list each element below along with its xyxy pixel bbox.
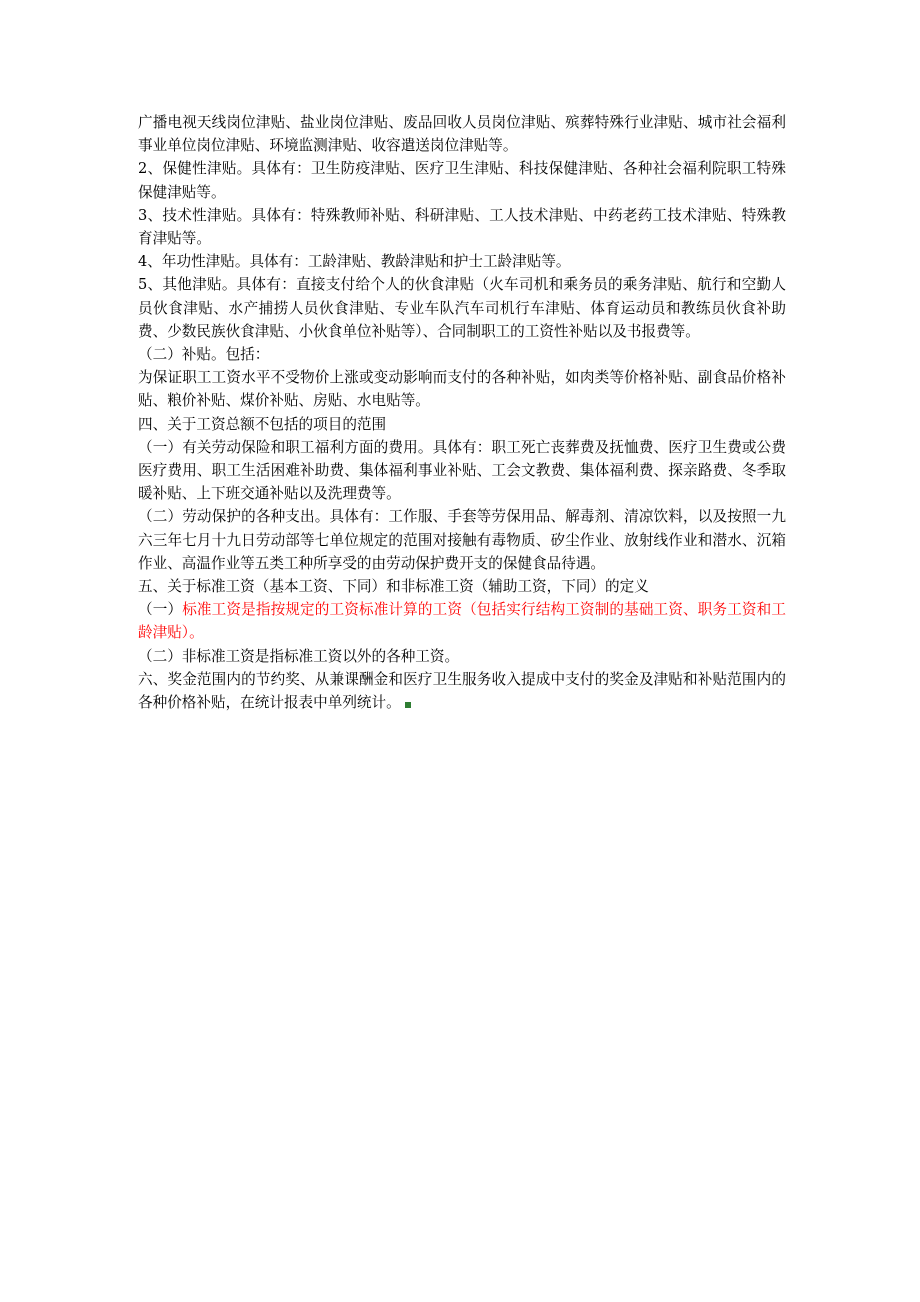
paragraph-standard-wage-definition bbox=[138, 598, 786, 644]
paragraph-bonus-text: 六、奖金范围内的节约奖、从兼课酬金和医疗卫生服务收入提成中支付的奖金及津贴和补贴范围内的各种价格补贴，在统计报表中单列统计。 bbox=[138, 670, 786, 712]
paragraph-post-allowances: 广播电视天线岗位津贴、盐业岗位津贴、废品回收人员岗位津贴、殡葬特殊行业津贴、城市社会福利事业单位岗位津贴、环境监测津贴、收容遣送岗位津贴等。 bbox=[138, 114, 786, 155]
paragraph-prefix: （一） bbox=[138, 601, 183, 619]
paragraph-other-allowances: 5、其他津贴。具体有：直接支付给个人的伙食津贴（火车司机和乘务员的乘务津贴、航行和空勤人员伙食津贴、水产捕捞人员伙食津贴、专业车队汽车司机行车津贴、体育运动员和教练员伙食补助费、少数民族伙食津贴、小伙食单位补贴等）、合同制职工的工资性补贴以及书报费等。 bbox=[138, 276, 786, 340]
section-heading-excluded-items: 四、关于工资总额不包括的项目的范围 bbox=[138, 415, 387, 433]
paragraph-health-allowance: 2、保健性津贴。具体有：卫生防疫津贴、医疗卫生津贴、科技保健津贴、各种社会福利院职工特殊保健津贴等。 bbox=[138, 160, 786, 201]
paragraph-insurance-welfare: （一）有关劳动保险和职工福利方面的费用。具体有：职工死亡丧葬费及抚恤费、医疗卫生费或公费医疗费用、职工生活困难补助费、集体福利事业补贴、工会文教费、集体福利费、探亲路费、冬季取暖补贴、上下班交通补贴以及洗理费等。 bbox=[138, 438, 786, 503]
paragraph-non-standard-wage: （二）非标准工资是指标准工资以外的各种工资。 bbox=[138, 647, 460, 665]
paragraph-bonus-statistics bbox=[138, 668, 786, 714]
paragraph-labor-protection: （二）劳动保护的各种支出。具体有：工作服、手套等劳保用品、解毒剂、清凉饮料，以及按照一九六三年七月十九日劳动部等七单位规定的范围对接触有毒物质、矽尘作业、放射线作业和潜水、沉箱作业、高温作业等五类工种所享受的由劳动保护费开支的保健食品待遇。 bbox=[138, 508, 786, 572]
paragraph-seniority-allowance: 4、年功性津贴。具体有：工龄津贴、教龄津贴和护士工龄津贴等。 bbox=[138, 253, 571, 271]
paragraph-subsidy-detail: 为保证职工工资水平不受物价上涨或变动影响而支付的各种补贴，如肉类等价格补贴、副食品价格补贴、粮价补贴、煤价补贴、房贴、水电贴等。 bbox=[138, 369, 786, 410]
highlighted-text: 标准工资是指按规定的工资标准计算的工资（包括实行结构工资制的基础工资、职务工资和工龄津贴）。 bbox=[138, 601, 786, 642]
paragraph-technical-allowance: 3、技术性津贴。具体有：特殊教师补贴、科研津贴、工人技术津贴、中药老药工技术津贴、特殊教育津贴等。 bbox=[138, 206, 786, 248]
paragraph-subsidy-heading: （二）补贴。包括： bbox=[138, 346, 270, 364]
section-heading-standard-wage: 五、关于标准工资（基本工资、下同）和非标准工资（辅助工资，下同）的定义 bbox=[138, 578, 649, 596]
end-marker-icon bbox=[405, 702, 411, 708]
document-body bbox=[138, 111, 786, 714]
